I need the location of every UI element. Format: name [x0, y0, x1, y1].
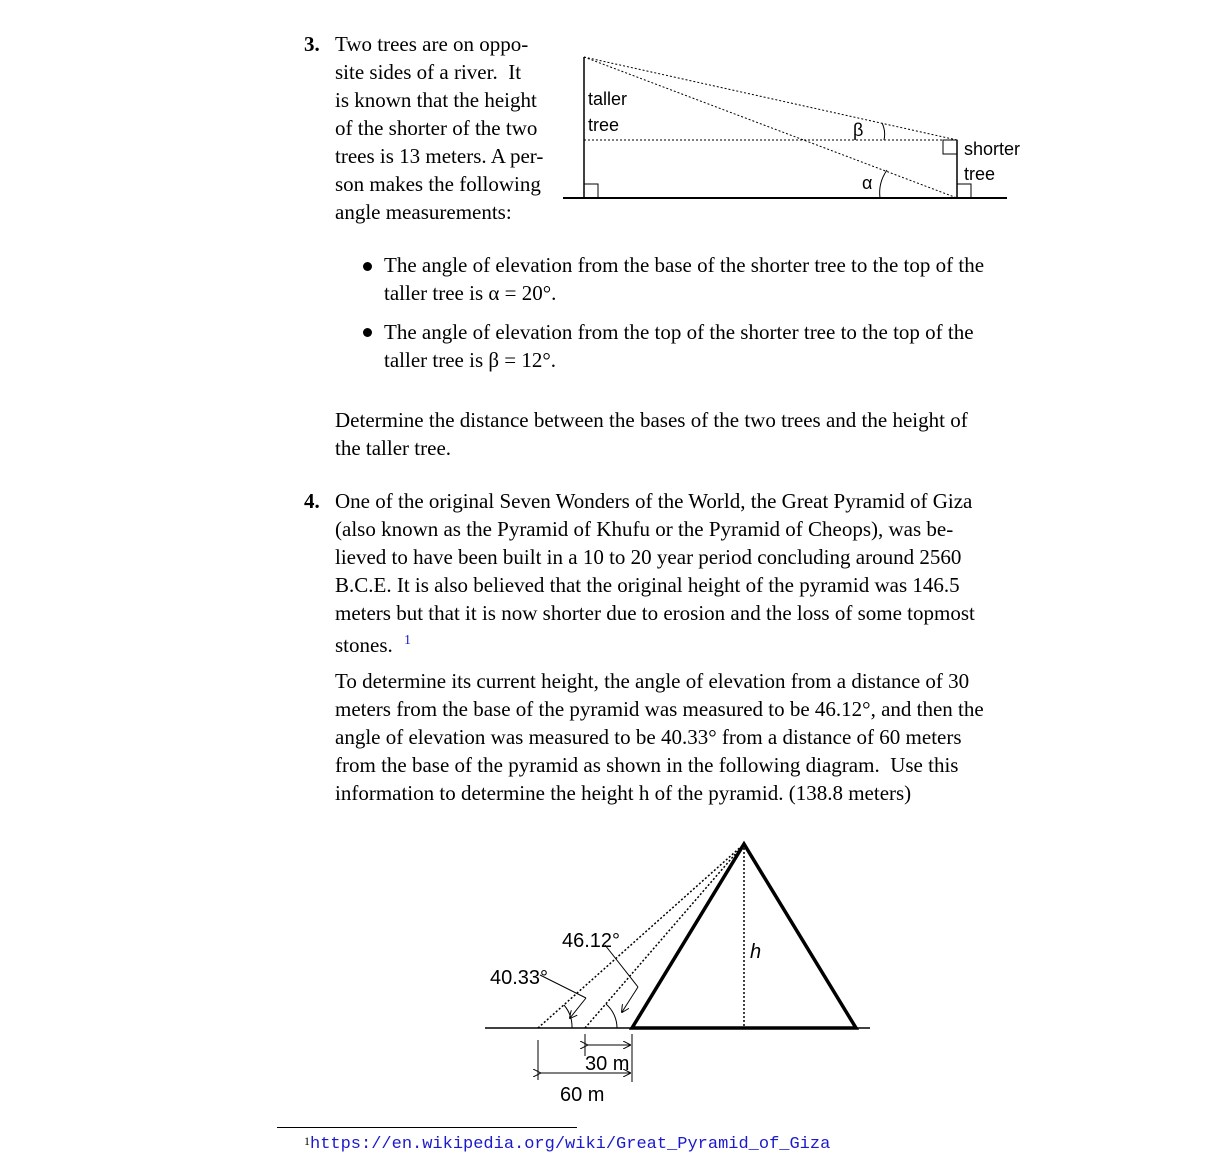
shorter-tree-label: tree [964, 164, 996, 184]
intro-line: Two trees are on oppo- [335, 32, 529, 56]
intro-line: angle measurements: [335, 200, 512, 224]
para-line: meters from the base of the pyramid was measured to be 46.12°, and then the [335, 697, 984, 721]
para-text: stones. [335, 633, 393, 657]
right-angle-marker [584, 184, 598, 198]
angle-arrow-30m [622, 987, 638, 1012]
intro-line: son makes the following [335, 172, 541, 196]
problem-4-para-1 [335, 487, 975, 659]
beta-label: β [853, 120, 864, 140]
beta-arc [882, 123, 885, 140]
para-line: angle of elevation was measured to be 40.33° from a distance of 60 meters [335, 725, 962, 749]
dimension-label-30m: 30 m [585, 1053, 630, 1075]
para-line: One of the original Seven Wonders of the World, the Great Pyramid of Giza [335, 489, 973, 513]
angle-label-30m: 46.12° [562, 930, 621, 952]
angle-arrow-60m [570, 998, 586, 1018]
angle-label-60m: 40.33° [490, 967, 549, 989]
para-line: lieved to have been built in a 10 to 20 year period concluding around 2560 [335, 545, 962, 569]
angle-arc-30m [606, 1004, 617, 1028]
para-line: information to determine the height h of the pyramid. (138.8 meters) [335, 781, 912, 805]
para-line: B.C.E. It is also believed that the original height of the pyramid was 146.5 [335, 573, 960, 597]
bullet-text: taller tree is β = 12°. [384, 348, 557, 372]
bullet-text: The angle of elevation from the base of the shorter tree to the top of the [384, 253, 985, 277]
question-line: the taller tree. [335, 436, 452, 460]
question-line: Determine the distance between the bases of the two trees and the height of [335, 408, 968, 432]
para-line: (also known as the Pyramid of Khufu or the Pyramid of Cheops), was be- [335, 517, 954, 541]
intro-line: site sides of a river. It [335, 60, 522, 84]
para-line: from the base of the pyramid as shown in the following diagram. Use this [335, 753, 959, 777]
footnote-content [304, 1131, 830, 1155]
footnote-rule [277, 1127, 577, 1128]
right-angle-marker [957, 184, 971, 198]
shorter-tree-label: shorter [964, 139, 1021, 159]
para-line: meters but that it is now shorter due to erosion and the loss of some topmost [335, 601, 975, 625]
intro-line: of the shorter of the two [335, 116, 538, 140]
bullet-text: The angle of elevation from the top of the shorter tree to the top of the [384, 320, 974, 344]
right-angle-marker [943, 140, 957, 154]
alpha-arc [880, 170, 887, 198]
para-line: To determine its current height, the angle of elevation from a distance of 30 [335, 669, 970, 693]
bullet-dot [363, 262, 372, 271]
alpha-label: α [862, 173, 873, 193]
dimension-label-60m: 60 m [560, 1084, 605, 1106]
footnote-mark: 1 [304, 1134, 310, 1148]
footnote-url-link[interactable]: https://en.wikipedia.org/wiki/Great_Pyramid_of_Giza [310, 1135, 831, 1154]
height-label: h [750, 941, 762, 963]
taller-tree-label: tree [588, 115, 620, 135]
problem-3-number: 3. [304, 32, 320, 56]
bullet-item [384, 318, 974, 374]
problem-3-question [335, 406, 968, 462]
sight-line-beta [584, 57, 957, 140]
taller-tree-label: taller [588, 89, 628, 109]
intro-line: trees is 13 meters. A per- [335, 144, 544, 168]
bullet-text: taller tree is α = 20°. [384, 281, 557, 305]
bullet-item [384, 251, 984, 307]
para-line [335, 627, 975, 659]
bullet-dot [363, 328, 372, 337]
footnote-reference-link[interactable]: 1 [404, 633, 411, 648]
trees-diagram [0, 0, 1208, 230]
problem-4-para-2 [335, 667, 984, 807]
pyramid-diagram [0, 830, 1208, 1120]
intro-line: is known that the height [335, 88, 537, 112]
problem-4-number: 4. [304, 489, 320, 513]
